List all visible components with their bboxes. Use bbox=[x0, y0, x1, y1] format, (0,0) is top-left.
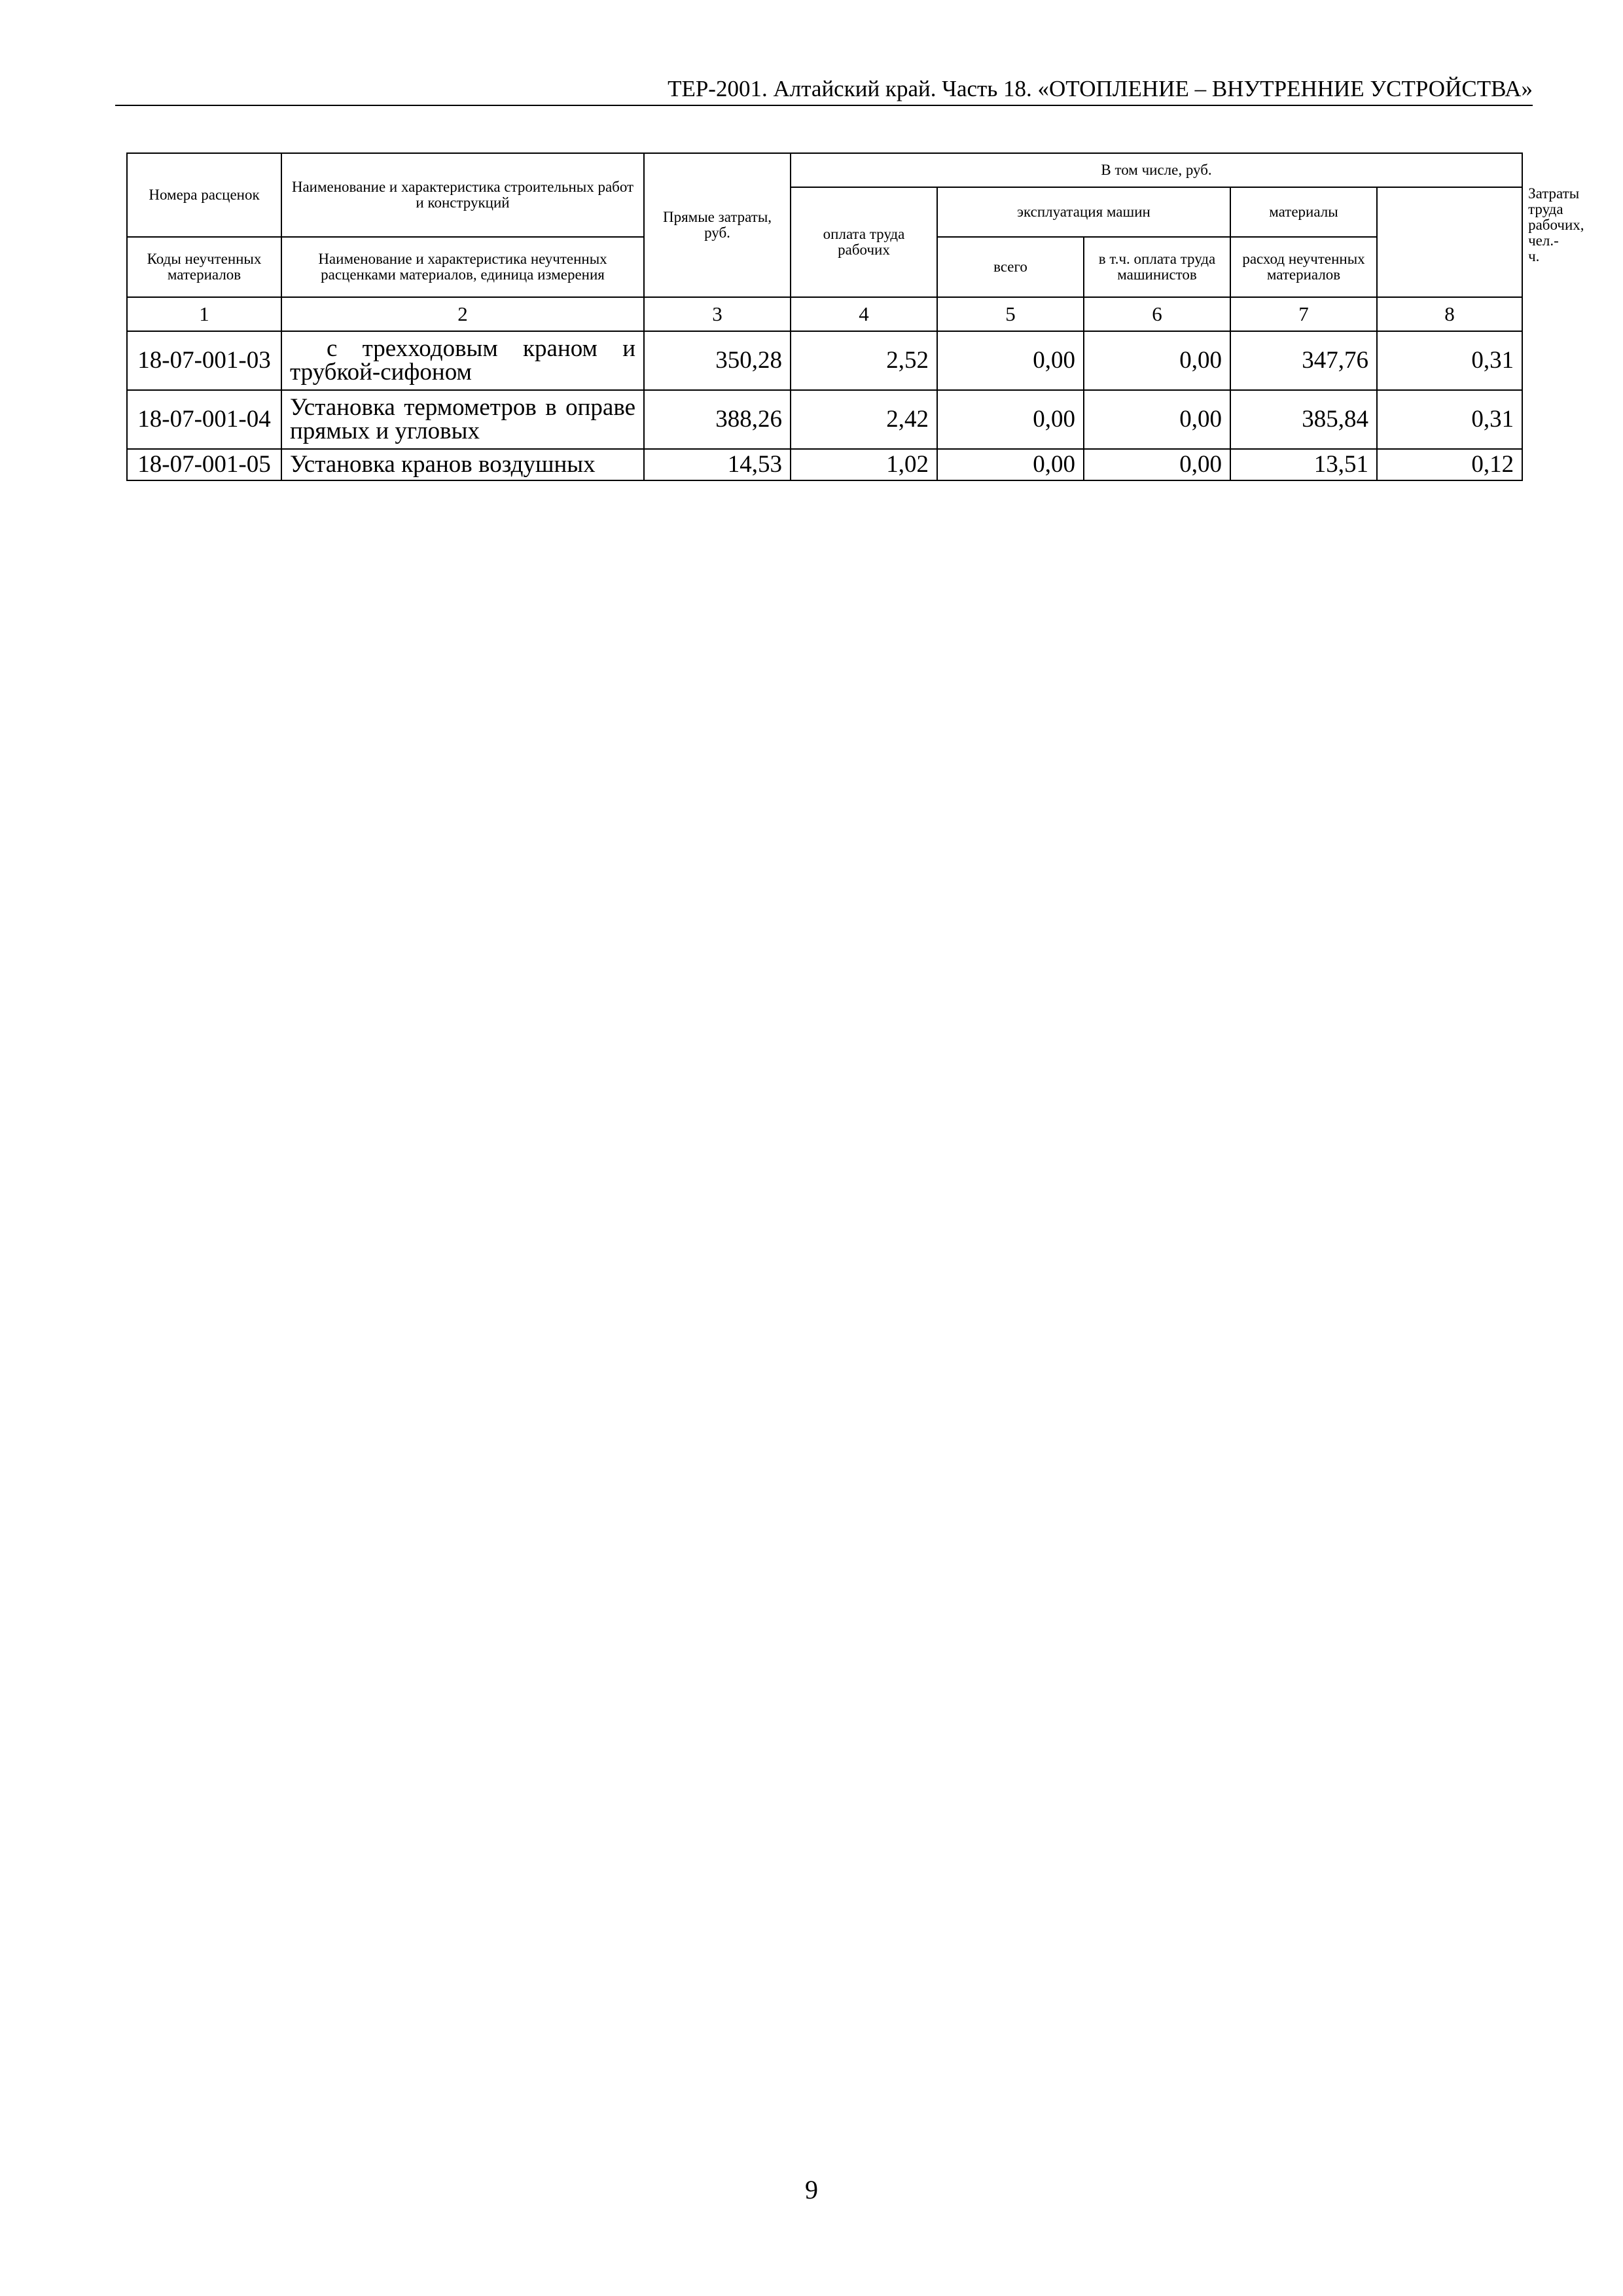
header-work-name: Наименование и характеристика строительных работ и конструкций bbox=[281, 153, 644, 237]
rate-code: 18-07-001-03 bbox=[127, 331, 281, 390]
machines-total-value: 0,00 bbox=[937, 331, 1084, 390]
column-numbers-row bbox=[127, 297, 1522, 331]
header-machine-operation: эксплуатация машин bbox=[937, 187, 1230, 237]
header-rate-numbers: Номера расценок bbox=[127, 153, 281, 237]
column-number: 4 bbox=[791, 297, 937, 331]
machines-total-value: 0,00 bbox=[937, 449, 1084, 480]
header-operator-pay: в т.ч. оплата труда машинистов bbox=[1084, 237, 1230, 297]
column-number: 1 bbox=[127, 297, 281, 331]
worker-pay-value: 2,52 bbox=[791, 331, 937, 390]
header-machines-total: всего bbox=[937, 237, 1084, 297]
rates-table bbox=[126, 152, 1584, 481]
rate-code: 18-07-001-04 bbox=[127, 390, 281, 449]
direct-costs-value: 14,53 bbox=[644, 449, 791, 480]
table-row bbox=[127, 390, 1522, 449]
column-number: 2 bbox=[281, 297, 644, 331]
column-number: 7 bbox=[1230, 297, 1377, 331]
column-number: 5 bbox=[937, 297, 1084, 331]
rate-code: 18-07-001-05 bbox=[127, 449, 281, 480]
materials-value: 347,76 bbox=[1230, 331, 1377, 390]
rate-name: Установка термометров в оправе прямых и угловых bbox=[281, 390, 644, 449]
header-materials: материалы bbox=[1230, 187, 1377, 237]
rate-name bbox=[281, 331, 644, 390]
header-including: В том числе, руб. bbox=[791, 153, 1522, 187]
table-row bbox=[127, 449, 1522, 480]
operator-pay-value: 0,00 bbox=[1084, 390, 1230, 449]
worker-pay-value: 1,02 bbox=[791, 449, 937, 480]
machines-total-value: 0,00 bbox=[937, 390, 1084, 449]
materials-value: 13,51 bbox=[1230, 449, 1377, 480]
worker-pay-value: 2,42 bbox=[791, 390, 937, 449]
column-number: 3 bbox=[644, 297, 791, 331]
header-material-codes: Коды неучтенных материалов bbox=[127, 237, 281, 297]
header-row-1: Номера расценок Наименование и характеристика строительных работ и конструкций Прямые затраты, руб. В том числе, руб. Затраты труда рабочих, чел.-ч. bbox=[127, 153, 1522, 187]
header-direct-costs: Прямые затраты, руб. bbox=[644, 153, 791, 297]
direct-costs-value: 388,26 bbox=[644, 390, 791, 449]
materials-value: 385,84 bbox=[1230, 390, 1377, 449]
rate-name: Установка кранов воздушных bbox=[281, 449, 644, 480]
operator-pay-value: 0,00 bbox=[1084, 449, 1230, 480]
rate-name-text: с трехходовым краном и трубкой-сифоном bbox=[290, 335, 635, 386]
labor-value: 0,31 bbox=[1377, 331, 1522, 390]
column-number: 6 bbox=[1084, 297, 1230, 331]
header-material-consumption: расход неучтенных материалов bbox=[1230, 237, 1377, 297]
page-number: 9 bbox=[805, 2175, 818, 2204]
page-header: ТЕР-2001. Алтайский край. Часть 18. «ОТОПЛЕНИЕ – ВНУТРЕННИЕ УСТРОЙСТВА» bbox=[115, 73, 1533, 106]
labor-value: 0,31 bbox=[1377, 390, 1522, 449]
labor-value: 0,12 bbox=[1377, 449, 1522, 480]
header-material-name: Наименование и характеристика неучтенных расценками материалов, единица измерения bbox=[281, 237, 644, 297]
table-row bbox=[127, 331, 1522, 390]
header-worker-pay: оплата труда рабочих bbox=[791, 187, 937, 297]
direct-costs-value: 350,28 bbox=[644, 331, 791, 390]
column-number: 8 bbox=[1377, 297, 1522, 331]
operator-pay-value: 0,00 bbox=[1084, 331, 1230, 390]
